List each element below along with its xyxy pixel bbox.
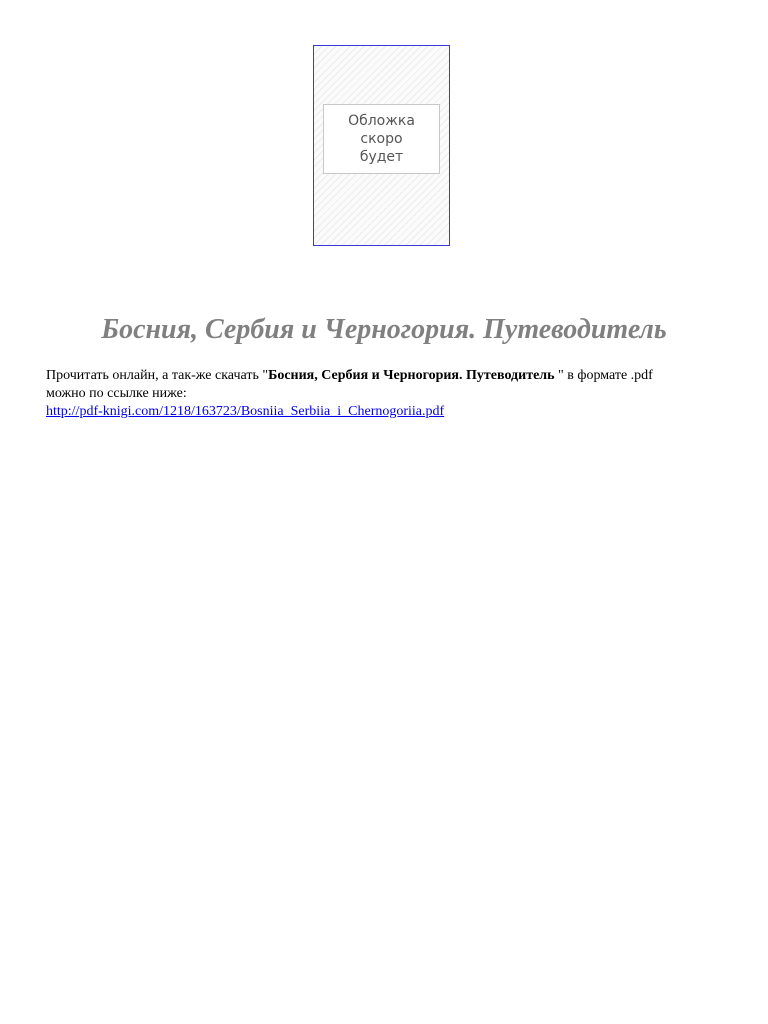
download-description	[46, 367, 736, 421]
description-suffix: " в формате .pdf	[558, 368, 653, 383]
book-title-heading: Босния, Сербия и Черногория. Путеводитель	[101, 314, 667, 345]
cover-placeholder-label	[323, 104, 440, 174]
cover-label-line-3: будет	[359, 149, 404, 165]
download-link[interactable]: http://pdf-knigi.com/1218/163723/Bosniia_Serbiia_i_Chernogoriia.pdf	[46, 404, 445, 419]
book-cover-placeholder	[313, 45, 450, 246]
cover-label-line-1: Обложка	[348, 113, 415, 129]
cover-label-line-2: скоро	[360, 131, 403, 147]
description-line-3	[46, 403, 736, 421]
description-line-1	[46, 367, 736, 385]
description-line-2: можно по ссылке ниже:	[46, 386, 187, 401]
description-prefix: Прочитать онлайн, а так-же скачать "	[46, 368, 269, 383]
description-book-title: Босния, Сербия и Черногория. Путеводитель	[268, 368, 559, 383]
